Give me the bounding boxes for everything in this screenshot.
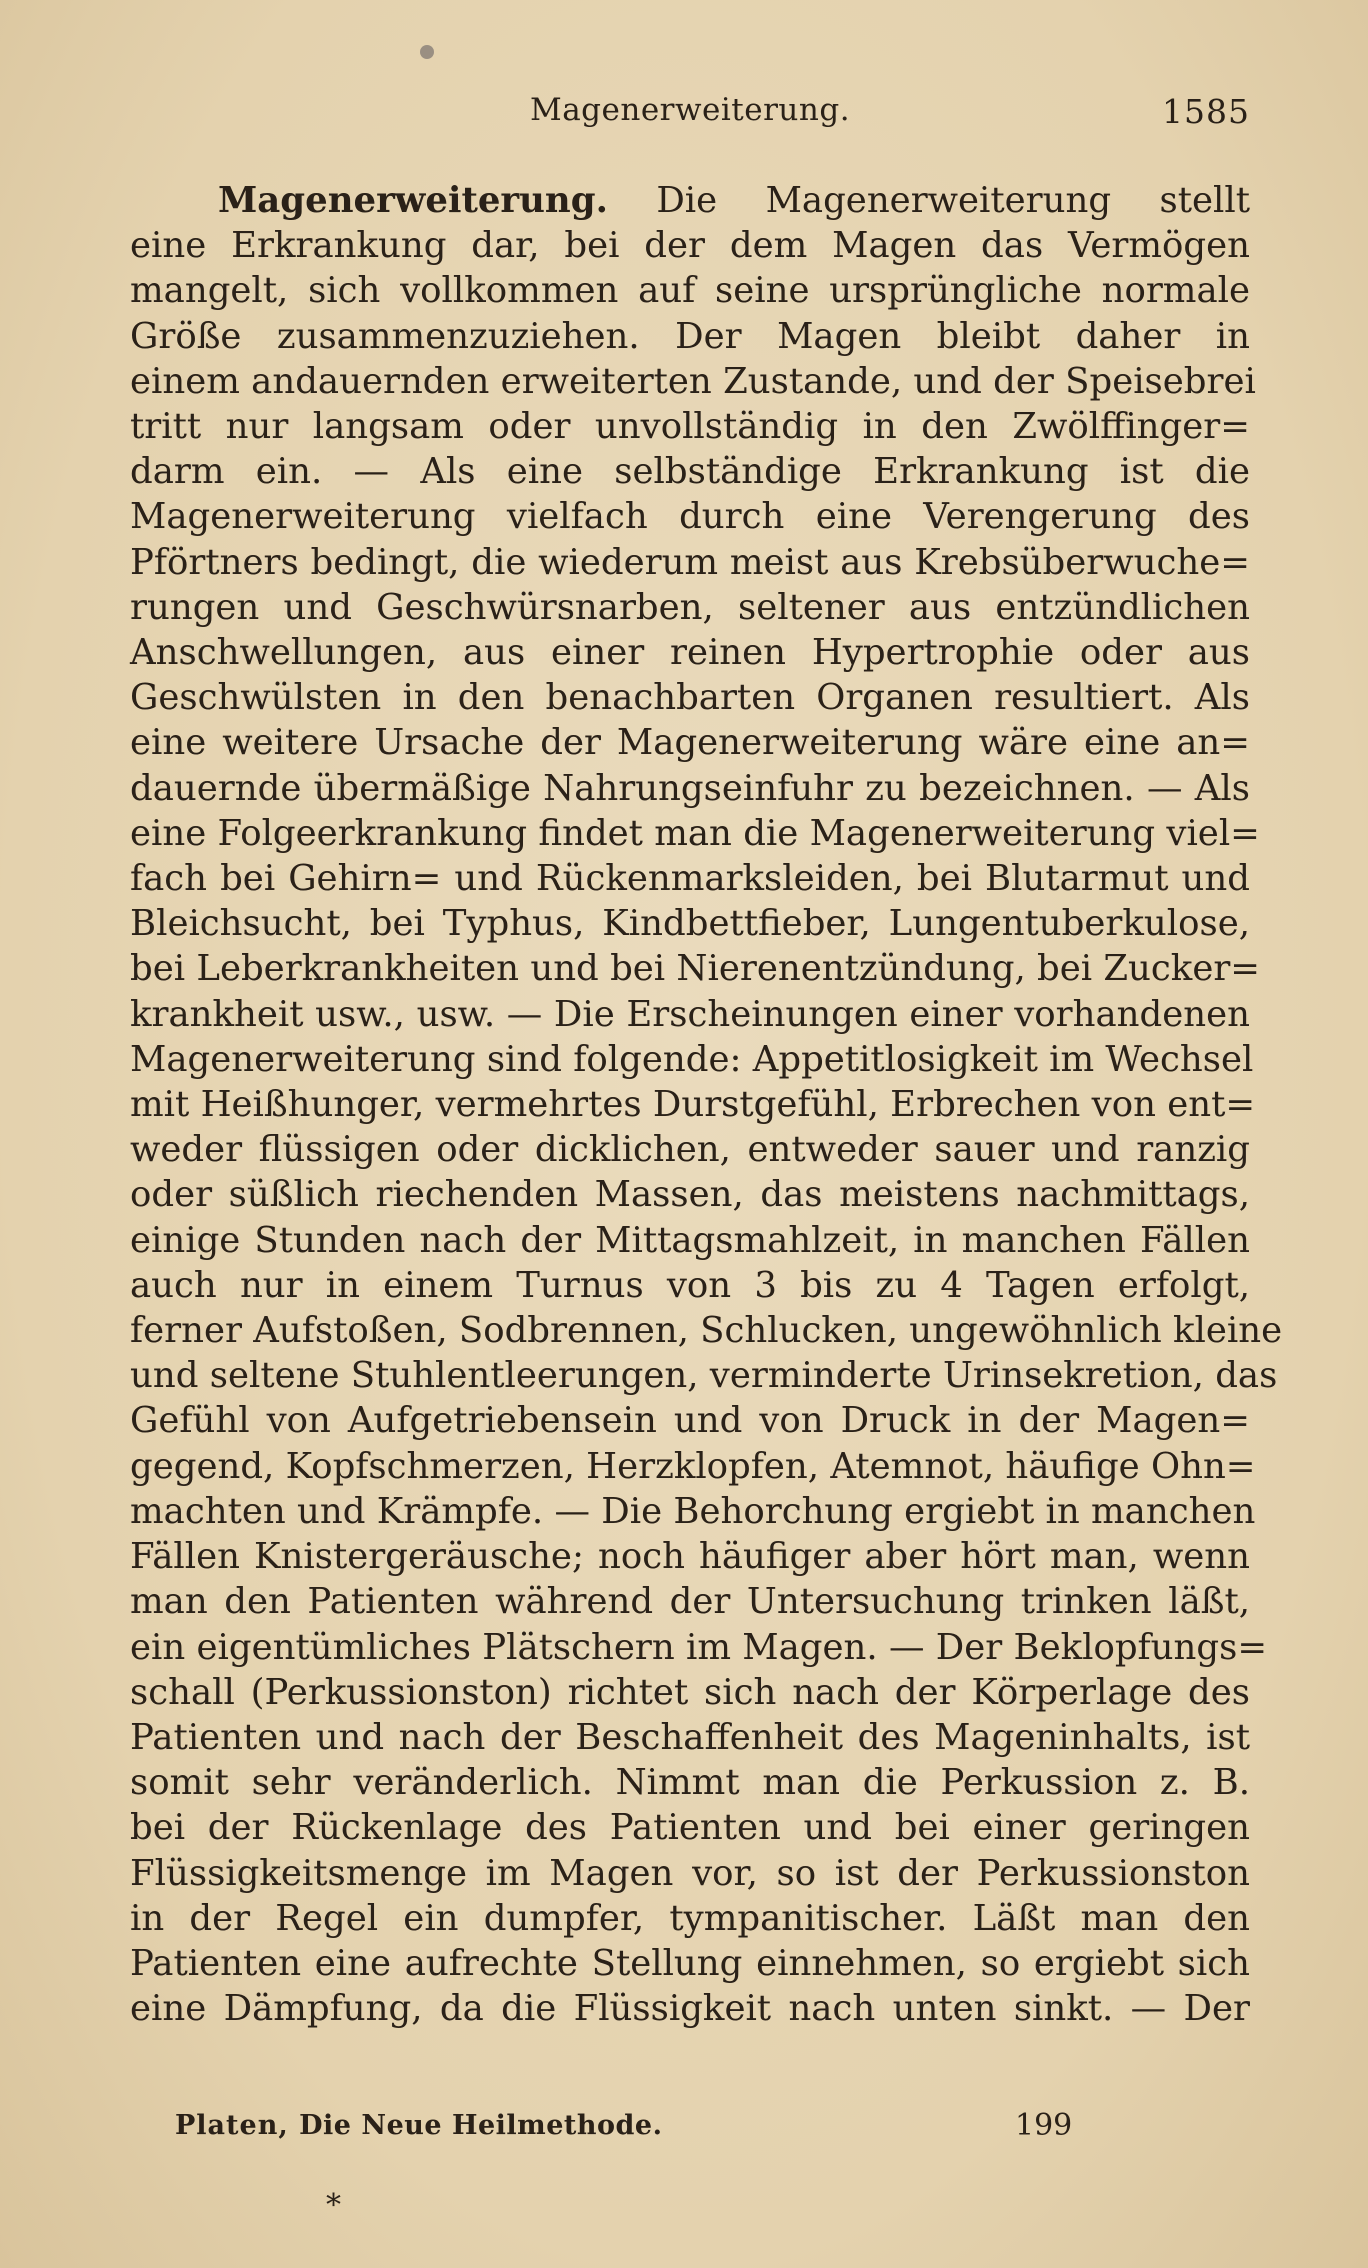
- article-body: [130, 178, 1283, 2031]
- page-footer: [175, 2110, 1250, 2160]
- text-line: Bleichsucht, bei Typhus, Kindbettfieber, Lungentuberkulose,: [130, 903, 1250, 945]
- text-line: eine weitere Ursache der Magenerweiterung wäre eine an=: [130, 722, 1250, 764]
- page-number: 1585: [1162, 92, 1250, 131]
- text-line: Patienten eine aufrechte Stellung einnehmen, so ergiebt sich: [130, 1942, 1250, 1984]
- text-line: tritt nur langsam oder unvollständig in den Zwölffinger=: [130, 406, 1250, 448]
- running-title: Magenerweiterung.: [529, 92, 851, 128]
- text-line: gegend, Kopfschmerzen, Herzklopfen, Atemnot, häufige Ohn=: [130, 1445, 1256, 1487]
- text-line: einem andauernden erweiterten Zustande, und der Speisebrei: [130, 360, 1256, 402]
- bottom-asterisk: *: [326, 2188, 341, 2223]
- text-line: Patienten und nach der Beschaffenheit des Mageninhalts, ist: [130, 1716, 1250, 1758]
- text-line: somit sehr veränderlich. Nimmt man die Perkussion z. B.: [130, 1762, 1250, 1804]
- text-line: Anschwellungen, aus einer reinen Hypertrophie oder aus: [130, 632, 1250, 674]
- text-line: und seltene Stuhlentleerungen, verminderte Urinsekretion, das: [130, 1355, 1278, 1397]
- text-line: fach bei Gehirn= und Rückenmarksleiden, bei Blutarmut und: [130, 858, 1250, 900]
- text-line: oder süßlich riechenden Massen, das meistens nachmittags,: [130, 1174, 1250, 1216]
- text-line: bei Leberkrankheiten und bei Nierenentzündung, bei Zucker=: [130, 948, 1261, 990]
- text-line: schall (Perkussionston) richtet sich nach der Körperlage des: [130, 1671, 1250, 1713]
- text-line: weder flüssigen oder dicklichen, entweder sauer und ranzig: [130, 1129, 1250, 1171]
- text-line: mit Heißhunger, vermehrtes Durstgefühl, Erbrechen von ent=: [130, 1084, 1256, 1126]
- text-line: machten und Krämpfe. — Die Behorchung ergiebt in manchen: [130, 1490, 1256, 1532]
- article-first-line: [130, 178, 1250, 223]
- text-line: Magenerweiterung sind folgende: Appetitlosigkeit im Wechsel: [130, 1038, 1254, 1080]
- text-line: rungen und Geschwürsnarben, seltener aus entzündlichen: [130, 586, 1250, 628]
- footer-title: Die Neue Heilmethode.: [299, 2110, 663, 2141]
- text-line: man den Patienten während der Untersuchung trinken läßt,: [130, 1581, 1250, 1623]
- text-line: einige Stunden nach der Mittagsmahlzeit, in manchen Fällen: [130, 1219, 1250, 1261]
- paper-spot: [420, 45, 434, 59]
- first-line-text: Die Magenerweiterung stellt: [656, 180, 1250, 221]
- text-line: Gefühl von Aufgetriebensein und von Druck in der Magen=: [130, 1400, 1250, 1442]
- text-line: Pförtners bedingt, die wiederum meist aus Krebsüberwuche=: [130, 541, 1250, 583]
- text-line: bei der Rückenlage des Patienten und bei einer geringen: [130, 1807, 1250, 1849]
- text-line: eine Folgeerkrankung findet man die Magenerweiterung viel=: [130, 812, 1260, 854]
- text-line: ferner Aufstoßen, Sodbrennen, Schlucken, ungewöhnlich kleine: [130, 1310, 1283, 1352]
- text-line: mangelt, sich vollkommen auf seine ursprüngliche normale: [130, 270, 1250, 312]
- article-headword: Magenerweiterung.: [218, 180, 608, 221]
- text-line: Magenerweiterung vielfach durch eine Verengerung des: [130, 496, 1250, 538]
- text-line: ein eigentümliches Plätschern im Magen. — Der Beklopfungs=: [130, 1626, 1268, 1668]
- text-line: dauernde übermäßige Nahrungseinfuhr zu bezeichnen. — Als: [130, 767, 1250, 809]
- text-line: Geschwülsten in den benachbarten Organen resultiert. Als: [130, 677, 1250, 719]
- text-line: Flüssigkeitsmenge im Magen vor, so ist der Perkussionston: [130, 1852, 1250, 1894]
- text-line: eine Erkrankung dar, bei der dem Magen das Vermögen: [130, 225, 1250, 267]
- text-line: darm ein. — Als eine selbständige Erkrankung ist die: [130, 451, 1250, 493]
- footer-author: Platen,: [175, 2110, 289, 2141]
- text-line: krankheit usw., usw. — Die Erscheinungen einer vorhandenen: [130, 993, 1250, 1035]
- footer-book-credit: [175, 2110, 662, 2141]
- text-line: eine Dämpfung, da die Flüssigkeit nach unten sinkt. — Der: [130, 1988, 1250, 2030]
- text-line: Fällen Knistergeräusche; noch häufiger aber hört man, wenn: [130, 1536, 1250, 1578]
- signature-number: 199: [1015, 2108, 1073, 2143]
- text-line: in der Regel ein dumpfer, tympanitischer. Läßt man den: [130, 1897, 1250, 1939]
- text-line: Größe zusammenzuziehen. Der Magen bleibt daher in: [130, 315, 1250, 357]
- page-header: [130, 92, 1250, 144]
- text-line: auch nur in einem Turnus von 3 bis zu 4 Tagen erfolgt,: [130, 1264, 1250, 1306]
